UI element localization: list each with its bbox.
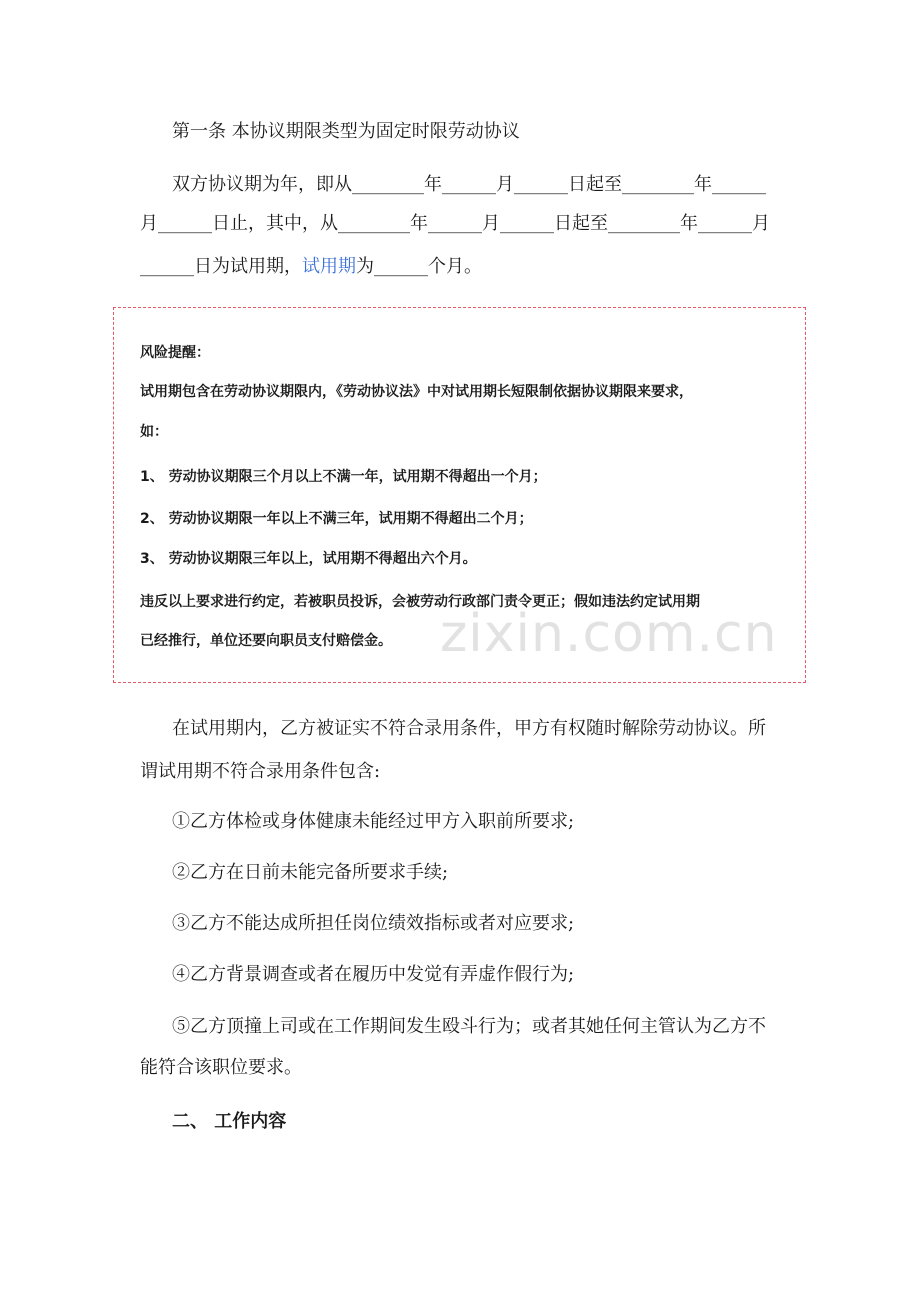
watermark: zixin.com.cn — [440, 604, 778, 664]
section-heading-work: 二、 工作内容 — [172, 1111, 287, 1132]
article-title: 第一条 本协议期限类型为固定时限劳动协议 — [172, 121, 520, 142]
risk-item-3: 3、 劳动协议期限三年以上，试用期不得超出六个月。 — [140, 551, 477, 567]
condition-1: ①乙方体检或身体健康未能经过甲方入职前所要求; — [172, 811, 575, 832]
probation-para-1: 在试用期内，乙方被证实不符合录用条件，甲方有权随时解除劳动协议。所 — [172, 718, 766, 739]
term-line-3-start: ______日为试用期， — [140, 256, 302, 277]
condition-3: ③乙方不能达成所担任岗位绩效指标或者对应要求; — [172, 913, 575, 934]
term-line-2: 月______日止，其中，从________年______月______日起至________年______月 — [140, 213, 770, 234]
risk-intro-1: 试用期包含在劳动协议期限内，《劳动协议法》中对试用期长短限制依据协议期限来要求， — [140, 384, 693, 400]
risk-item-1: 1、 劳动协议期限三个月以上不满一年，试用期不得超出一个月； — [140, 469, 547, 485]
risk-item-2: 2、 劳动协议期限一年以上不满三年，试用期不得超出二个月； — [140, 511, 533, 527]
probation-para-2: 谓试用期不符合录用条件包含: — [140, 761, 381, 782]
probation-link[interactable]: 试用期 — [302, 256, 356, 277]
condition-2: ②乙方在日前未能完备所要求手续; — [172, 862, 449, 883]
risk-warning-1: 违反以上要求进行约定，若被职员投诉，会被劳动行政部门责令更正；假如违法约定试用期 — [140, 594, 700, 610]
condition-5-line-2: 能符合该职位要求。 — [140, 1057, 302, 1078]
risk-heading: 风险提醒： — [140, 345, 210, 361]
risk-intro-2: 如： — [140, 424, 168, 440]
risk-warning-2: 已经推行，单位还要向职员支付赔偿金。 — [140, 633, 392, 649]
term-line-1: 双方协议期为年，即从________年______月______日起至________年______ — [172, 174, 766, 195]
condition-5-line-1: ⑤乙方顶撞上司或在工作期间发生殴斗行为；或者其她任何主管认为乙方不 — [172, 1016, 766, 1037]
term-line-3 — [140, 255, 482, 279]
condition-4: ④乙方背景调查或者在履历中发觉有弄虚作假行为; — [172, 964, 575, 985]
term-line-3-end: 为______个月。 — [356, 256, 482, 277]
